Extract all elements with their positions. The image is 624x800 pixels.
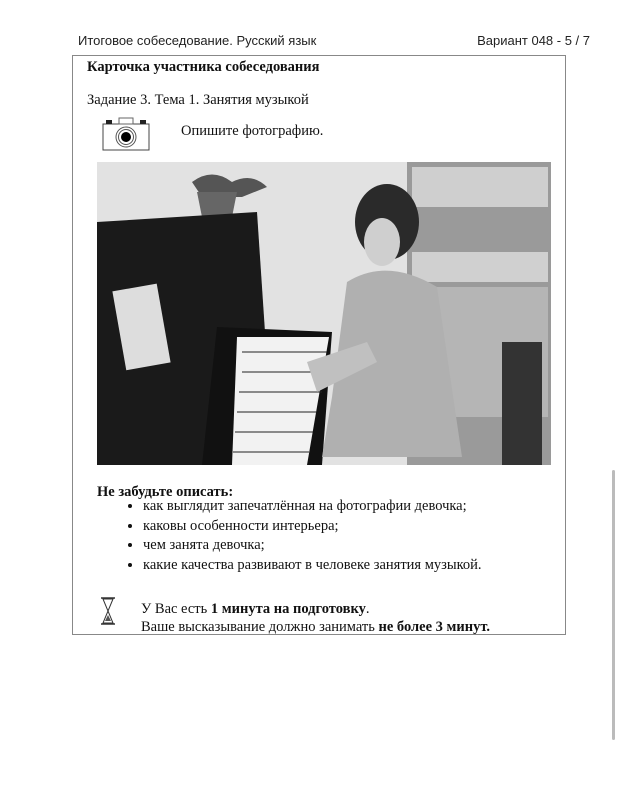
camera-icon: [101, 116, 151, 152]
checklist-item: • чем занята девочка;: [143, 536, 482, 556]
checklist-item: • каковы особенности интерьера;: [143, 517, 482, 537]
checklist-item: • как выглядит запечатлённая на фотографии девочка;: [143, 497, 482, 517]
scrollbar[interactable]: [612, 470, 615, 740]
participant-card: [72, 55, 566, 635]
remember-heading: Не забудьте описать:: [97, 484, 234, 500]
note-bold: 1 минута на подготовку: [210, 601, 366, 617]
prep-time-line: [141, 600, 490, 618]
time-note: [141, 600, 490, 636]
note-bold: не более 3 минут.: [378, 619, 491, 635]
note-text: .: [365, 601, 370, 617]
variant-page-number: Вариант 048 - 5 / 7: [477, 33, 590, 48]
answer-time-line: [141, 618, 490, 636]
card-title: Карточка участника собеседования: [87, 59, 320, 75]
photo-girl-at-piano: [97, 162, 551, 465]
hourglass-icon: [100, 597, 116, 625]
note-text: Ваше высказывание должно занимать: [141, 619, 379, 635]
note-text: У Вас есть: [141, 601, 211, 617]
description-checklist: [97, 497, 482, 575]
checklist-item: • какие качества развивают в человеке занятия музыкой.: [143, 556, 482, 576]
instruction-text: Опишите фотографию.: [181, 123, 324, 139]
task-title: Задание 3. Тема 1. Занятия музыкой: [87, 92, 309, 108]
document-header-title: Итоговое собеседование. Русский язык: [78, 33, 317, 48]
